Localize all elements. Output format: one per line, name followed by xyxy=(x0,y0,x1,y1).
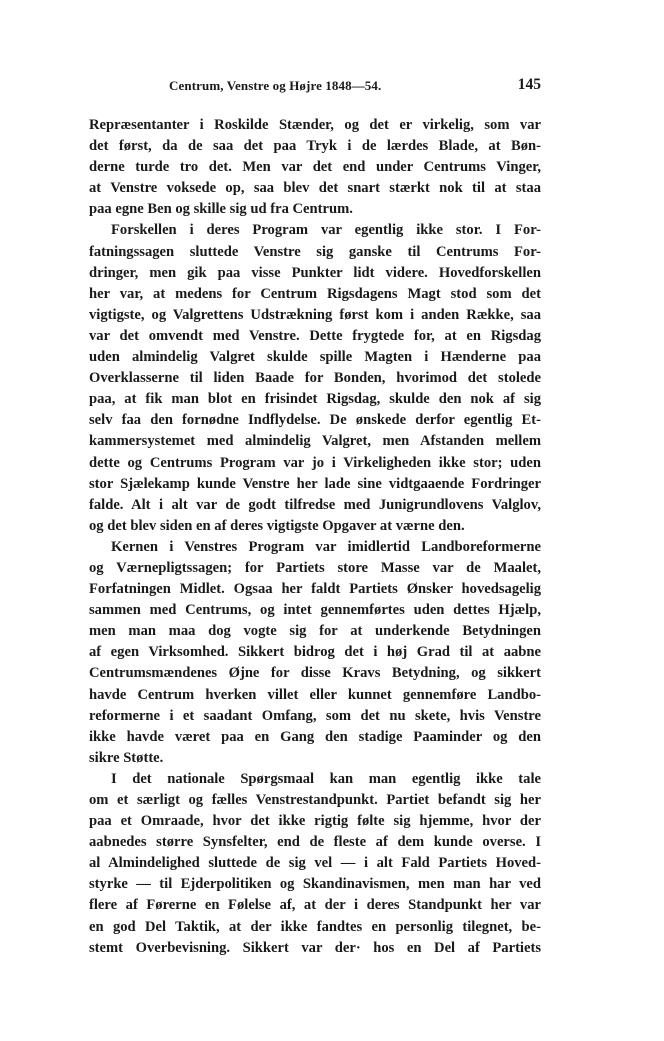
text-line: stemt Overbevisning. Sikkert var der· hos en Del af Partiets xyxy=(89,939,541,956)
text-line: her var, at medens for Centrum Rigsdagens Magt stod som det xyxy=(89,285,541,302)
text-line: paa et Omraade, hvor det ikke rigtig følte sig hjemme, hvor der xyxy=(89,813,541,830)
text-line: men man maa dog vogte sig for at underkende Betydningen xyxy=(89,623,541,640)
text-line: fatningssagen sluttede Venstre sig ganske til Centrums For- xyxy=(89,243,541,260)
text-line: styrke — til Ejderpolitiken og Skandinavismen, men man har ved xyxy=(89,876,541,893)
text-line: at Venstre voksede op, saa blev det snart stærkt nok til at staa xyxy=(89,180,541,197)
paragraph xyxy=(89,220,541,536)
text-line: og Værnepligtssagen; for Partiets store Masse var de Maalet, xyxy=(89,559,541,576)
text-line: Repræsentanter i Roskilde Stænder, og det er virkelig, som var xyxy=(89,117,541,133)
text-line: om et særligt og fælles Venstrestandpunkt. Partiet befandt sig her xyxy=(89,792,541,808)
text-line: falde. Alt i alt var de godt tilfredse med Junigrundlovens Valglov, xyxy=(89,496,541,513)
text-line: en god Del Taktik, at der ikke fandtes en personlig tilegnet, be- xyxy=(89,918,541,935)
text-line: Forfatningen Midlet. Ogsaa her faldt Partiets Ønsker hovedsagelig xyxy=(89,581,541,598)
text-line: ikke havde været paa en Gang den stadige Paaminder og den xyxy=(89,728,541,745)
text-line: reformerne i et saadant Omfang, som det nu skete, hvis Venstre xyxy=(89,707,541,724)
text-line: kammersystemet med almindelig Valgret, men Afstanden mellem xyxy=(89,433,541,450)
paragraph xyxy=(89,115,541,220)
text-line: derne turde tro det. Men var det end under Centrums Vinger, xyxy=(89,159,541,176)
text-line: Forskellen i deres Program var egentlig ikke stor. I For- xyxy=(111,222,541,239)
text-line: selv faa den fornødne Indflydelse. De ønskede derfor egentlig Et- xyxy=(89,412,541,429)
text-line: sikre Støtte. xyxy=(89,749,164,766)
text-line: I det nationale Spørgsmaal kan man egentlig ikke tale xyxy=(111,770,541,787)
text-line: dette og Centrums Program var jo i Virkeligheden ikke stor; uden xyxy=(89,454,541,471)
text-line: Centrumsmændenes Øjne for disse Kravs Betydning, og sikkert xyxy=(89,665,541,682)
body-text xyxy=(89,115,541,959)
text-line: stor Sjælekamp kunde Venstre her lade sine vidtgaaende Fordringer xyxy=(89,475,541,492)
running-head xyxy=(89,74,541,100)
paragraph xyxy=(89,537,541,769)
text-line: var det omvendt med Venstre. Dette frygtede for, at en Rigsdag xyxy=(89,327,541,344)
text-line: paa egne Ben og skille sig ud fra Centrum. xyxy=(89,201,353,218)
text-line: Kernen i Venstres Program var imidlertid Landboreformerne xyxy=(111,538,541,555)
text-line: aabnedes større Synsfelter, end de fleste af dem kunde overse. I xyxy=(89,834,541,851)
text-line: flere af Førerne en Følelse af, at der i deres Standpunkt her var xyxy=(89,897,541,914)
paragraph xyxy=(89,769,541,959)
text-line: vigtigste, og Valgrettens Udstrækning først kom i anden Række, saa xyxy=(89,306,541,323)
book-page xyxy=(89,74,541,959)
text-line: paa, at fik man blot en frisindet Rigsdag, skulde den nok af sig xyxy=(89,391,541,408)
page-number: 145 xyxy=(517,76,541,93)
text-line: sammen med Centrums, og intet gennemførtes uden dettes Hjælp, xyxy=(89,602,541,619)
text-line: dringer, men gik paa visse Punkter lidt videre. Hovedforskellen xyxy=(89,264,541,281)
text-line: al Almindelighed sluttede de sig vel — i alt Fald Partiets Hoved- xyxy=(89,855,541,872)
text-line: Overklasserne til liden Baade for Bonden, hvorimod det stolede xyxy=(89,370,541,387)
text-line: af egen Virksomhed. Sikkert bidrog det i høj Grad til at aabne xyxy=(89,644,541,661)
running-title: Centrum, Venstre og Højre 1848—54. xyxy=(169,78,382,93)
text-line: havde Centrum hverken villet eller kunnet gennemføre Landbo- xyxy=(89,686,541,703)
text-line: og det blev siden en af deres vigtigste Opgaver at værne den. xyxy=(89,517,465,534)
text-line: uden almindelig Valgret skulde spille Magten i Hænderne paa xyxy=(89,349,541,366)
text-line: det først, da de saa det paa Tryk i de lærdes Blade, at Bøn- xyxy=(89,138,541,155)
